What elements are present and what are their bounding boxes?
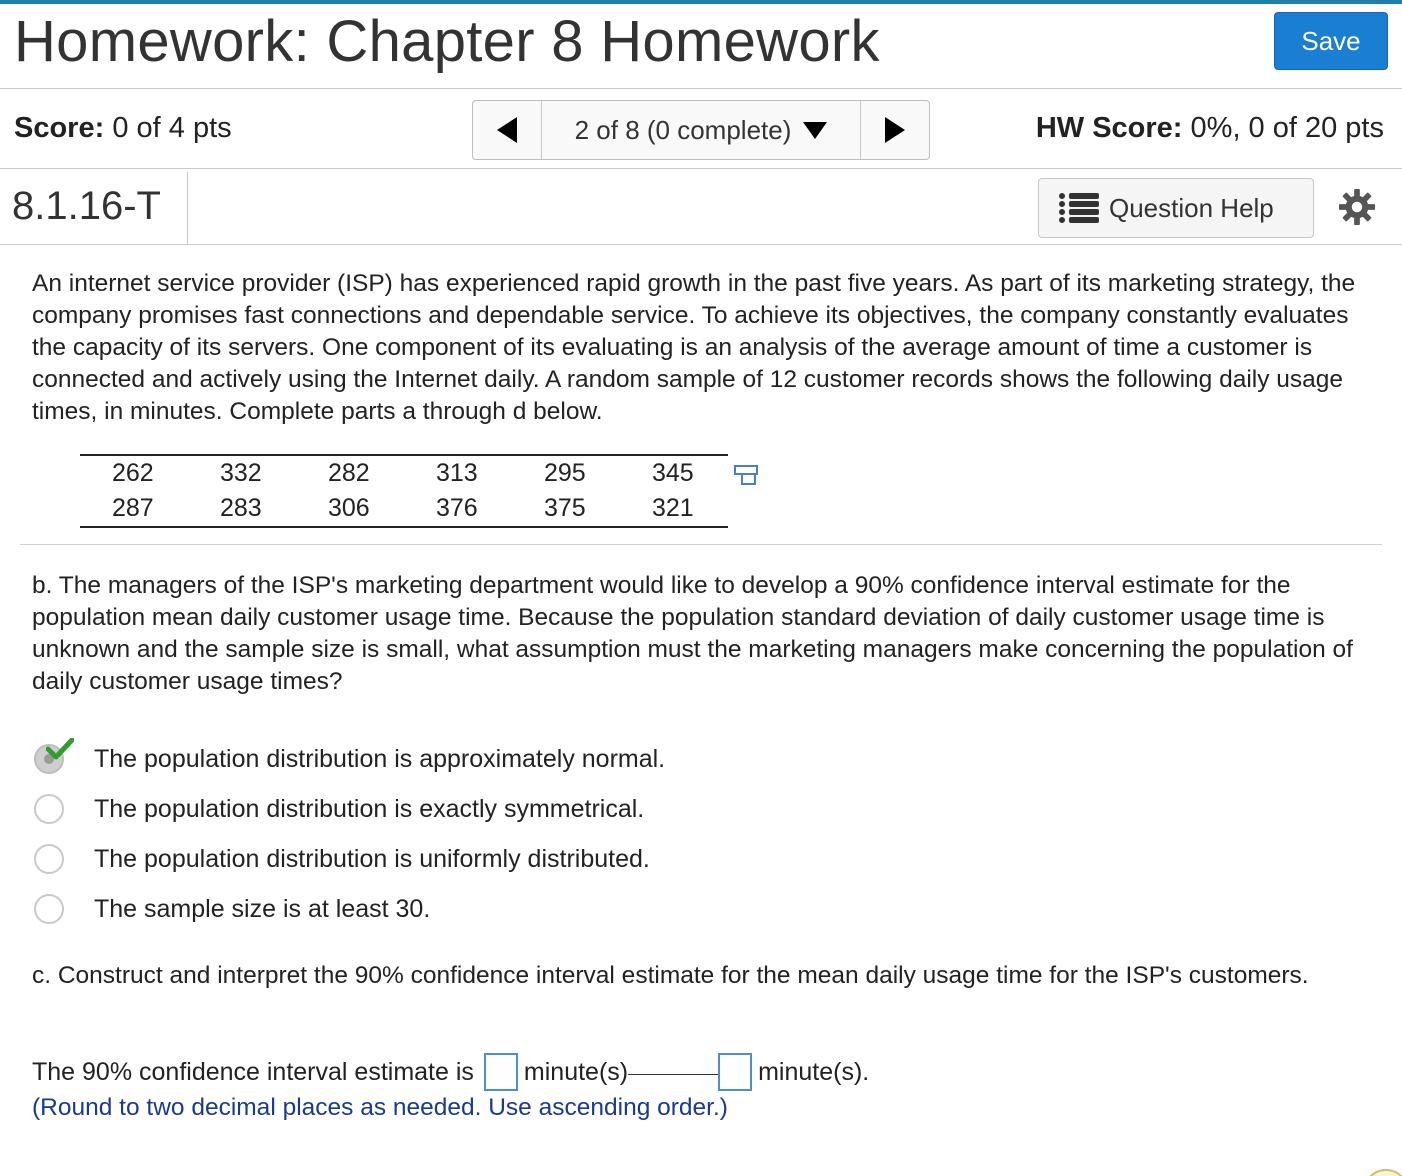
part-c-question: c. Construct and interpret the 90% confidence interval estimate for the mean daily usage time for the ISP's customers.: [32, 962, 1309, 989]
question-id: 8.1.16-T: [12, 184, 161, 228]
option-approximately-normal[interactable]: [30, 734, 666, 784]
option-label: The population distribution is uniformly distributed.: [94, 844, 650, 873]
copy-data-icon[interactable]: [734, 464, 760, 486]
hw-score-display: [1036, 112, 1384, 145]
divider: [0, 88, 1402, 89]
rounding-hint: (Round to two decimal places as needed. Use ascending order.): [32, 1094, 728, 1121]
question-help-label: Question Help: [1109, 192, 1274, 223]
question-position: 2 of 8 (0 complete): [574, 114, 792, 145]
table-cell: 287: [112, 494, 154, 522]
page-title: Homework: Chapter 8 Homework: [14, 9, 880, 74]
arrow-left-icon: [497, 117, 517, 143]
score-display: [14, 112, 232, 145]
unit-label: minute(s).: [758, 1057, 870, 1086]
hw-score-label: HW Score:: [1035, 112, 1183, 144]
confidence-interval-answer: [32, 1052, 869, 1092]
lower-bound-input[interactable]: [484, 1053, 518, 1091]
table-row: [80, 455, 728, 491]
save-button[interactable]: Save: [1274, 12, 1388, 70]
caret-down-icon: [803, 122, 827, 139]
interval-dash: [628, 1074, 718, 1075]
table-cell: 282: [328, 459, 370, 487]
option-label: The population distribution is approximately normal.: [94, 744, 666, 773]
radio-button[interactable]: [34, 844, 64, 874]
unit-label: minute(s): [523, 1057, 629, 1086]
table-cell: 376: [436, 494, 478, 522]
interval-prefix: The 90% confidence interval estimate is: [32, 1057, 474, 1086]
question-navigator: [472, 100, 930, 160]
gear-icon[interactable]: [1338, 188, 1376, 226]
table-cell: 306: [328, 494, 370, 522]
next-question-button[interactable]: [861, 101, 929, 159]
checkmark-icon: [46, 738, 74, 760]
radio-button[interactable]: [34, 894, 64, 924]
table-cell: 321: [652, 494, 694, 522]
option-exactly-symmetrical[interactable]: [30, 784, 645, 834]
score-label: Score:: [14, 112, 105, 144]
section-divider: [20, 544, 1382, 545]
table-cell: 262: [112, 459, 154, 487]
option-label: The sample size is at least 30.: [94, 894, 431, 923]
radio-button[interactable]: [34, 794, 64, 824]
table-cell: 375: [544, 494, 586, 522]
top-accent-rule: [0, 0, 1402, 4]
option-label: The population distribution is exactly symmetrical.: [94, 794, 645, 823]
previous-question-button[interactable]: [473, 101, 541, 159]
table-cell: 283: [220, 494, 262, 522]
scroll-indicator-icon: [1356, 1168, 1402, 1176]
table-cell: 345: [652, 459, 694, 487]
arrow-right-icon: [885, 117, 905, 143]
question-id-divider: [187, 172, 188, 244]
part-b-question: b. The managers of the ISP's marketing department would like to develop a 90% confidence interval estimate for the population mean daily customer usage time. Because the population standard deviation of daily customer usage time is unknown and the sample size is small, what assumption must the marketing managers make concerning the population of daily customer usage times?: [32, 572, 1353, 695]
question-help-button[interactable]: [1038, 178, 1314, 238]
table-row: [80, 491, 728, 527]
divider: [0, 244, 1402, 245]
table-cell: 295: [544, 459, 586, 487]
part-b-options: [30, 734, 666, 934]
list-icon: [1059, 192, 1103, 224]
option-sample-size-30[interactable]: [30, 884, 431, 934]
table-cell: 313: [436, 459, 478, 487]
usage-times-table: [80, 454, 728, 528]
question-selector-dropdown[interactable]: [541, 101, 861, 159]
score-value: 0 of 4 pts: [112, 112, 232, 144]
divider: [0, 168, 1402, 169]
table-cell: 332: [220, 459, 262, 487]
hw-score-value: 0%, 0 of 20 pts: [1190, 112, 1384, 144]
question-prompt: An internet service provider (ISP) has experienced rapid growth in the past five years. As part of its marketing strategy, the company promises fast connections and dependable service. To achieve its objectives, the company constantly evaluates the capacity of its servers. One component of its evaluating is an analysis of the average amount of time a customer is connected and actively using the Internet daily. A random sample of 12 customer records shows the following daily usage times, in minutes. Complete parts a through d below.: [32, 270, 1356, 425]
upper-bound-input[interactable]: [718, 1053, 752, 1091]
option-uniformly-distributed[interactable]: [30, 834, 650, 884]
